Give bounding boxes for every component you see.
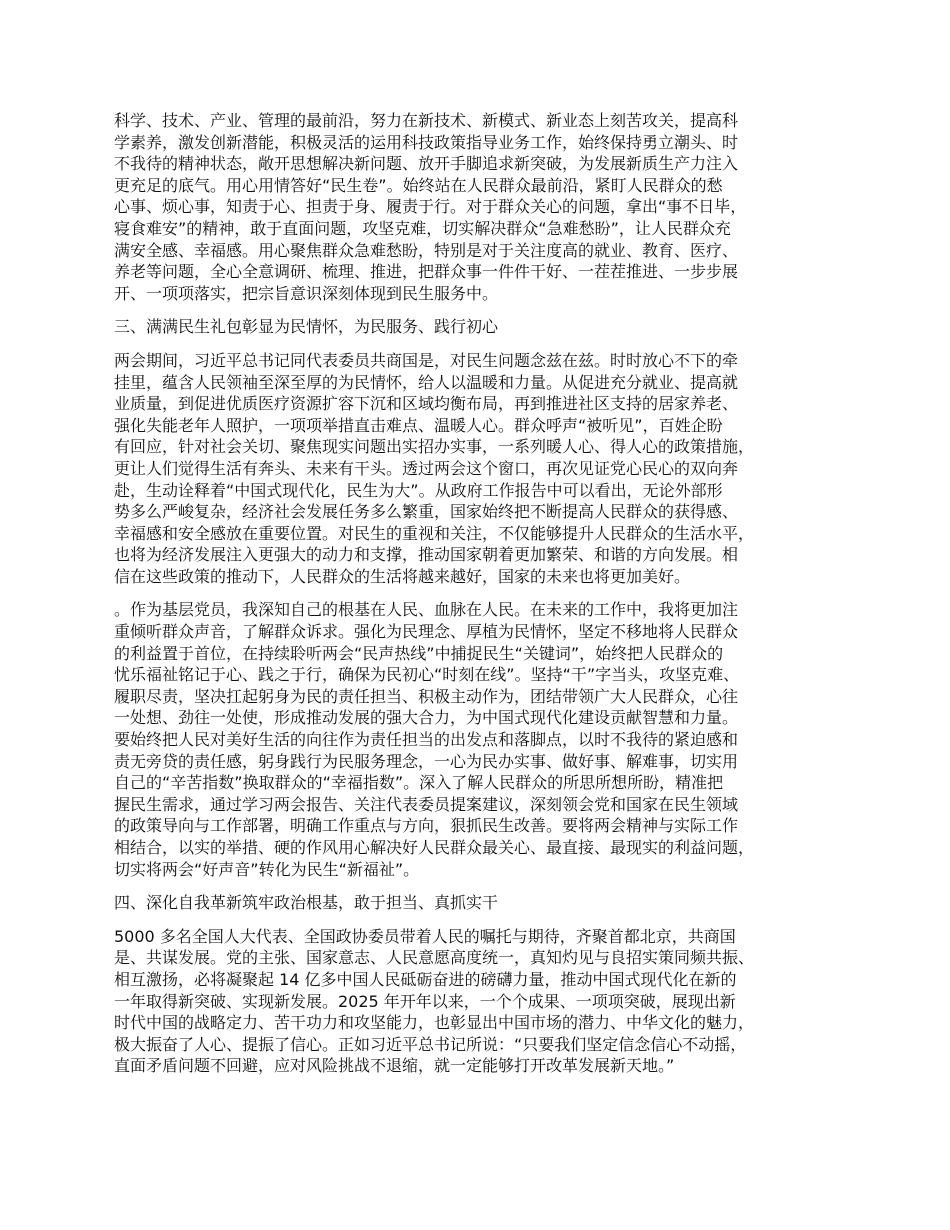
- text-line: 是、共谋发展。党的主张、国家意志、人民意愿高度统一，真知灼见与良招实策同频共振、: [114, 948, 755, 968]
- text-line: 责无旁贷的责任感，躬身践行为民服务理念，一心为民办实事、做好事、解难事，切实用: [114, 751, 739, 771]
- text-line: 更充足的底气。用心用情答好“民生卷”。始终站在人民群众最前沿，紧盯人民群众的愁: [114, 175, 723, 195]
- text-line: 挂里，蕴含人民领袖至深至厚的为民情怀，给人以温暖和力量。从促进充分就业、提高就: [114, 372, 739, 392]
- text-line: 直面矛盾问题不回避，应对风险挑战不退缩，就一定能够打开改革发展新天地。”: [114, 1056, 675, 1076]
- section-heading-4: 四、深化自我革新筑牢政治根基，敢于担当、真抓实干: [114, 893, 499, 913]
- paragraph-livelihood: [114, 350, 854, 588]
- text-line: 不我待的精神状态，敞开思想解决新问题、放开手脚追求新突破，为发展新质生产力注入: [114, 154, 739, 174]
- document-page: [114, 110, 854, 1077]
- text-line: 科学、技术、产业、管理的最前沿，努力在新技术、新模式、新业态上刻苦攻关，提高科: [114, 111, 739, 130]
- text-line: 的利益置于首位，在持续聆听两会“民声热线”中捕捉民生“关键词”，始终把人民群众的: [114, 643, 724, 663]
- paragraph-self-reform: [114, 926, 854, 1077]
- text-line: 相结合，以实的举措、硬的作风用心解决好人民群众最关心、最直接、最现实的利益问题，: [114, 838, 755, 857]
- text-line: 履职尽责，坚决扛起躬身为民的责任担当、积极主动作为，团结带领广大人民群众，心往: [114, 686, 739, 706]
- paragraph-section-2-end: [114, 110, 854, 304]
- text-line: 忧乐福祉铭记于心、践之于行，确保为民初心“时刻在线”。坚持“干”字当头，攻坚克难、: [114, 665, 740, 685]
- text-line: 满安全感、幸福感。用心聚焦群众急难愁盼，特别是对于关注度高的就业、教育、医疗、: [114, 240, 739, 260]
- text-line: 一处想、劲往一处使，形成推动发展的强大合力，为中国式现代化建设贡献智慧和力量。: [114, 708, 739, 728]
- text-line: 强化失能老年人照护，一项项举措直击难点、温暖人心。群众呼声“被听见”，百姓企盼: [114, 415, 723, 435]
- text-line: 切实将两会“好声音”转化为民生“新福祉”。: [114, 859, 420, 879]
- text-line: 一年取得新突破、实现新发展。2025 年开年以来，一个个成果、一项项突破，展现出新: [114, 991, 736, 1011]
- text-line: 寝食难安”的精神，敢于直面问题，攻坚克难，切实解决群众“急难愁盼”，让人民群众充: [114, 218, 731, 238]
- text-line: 学素养，激发创新潜能，积极灵活的运用科技政策指导业务工作，始终保持勇立潮头、时: [114, 132, 739, 152]
- section-heading-3: 三、满满民生礼包彰显为民情怀，为民服务、践行初心: [114, 317, 499, 337]
- text-line: 自己的“辛苦指数”换取群众的“幸福指数”。深入了解人民群众的所思所想所盼，精准把: [114, 773, 724, 793]
- text-line: 心事、烦心事，知责于心、担责于身、履责于行。对于群众关心的问题，拿出“事不日毕，: [114, 197, 747, 217]
- text-line: 重倾听群众声音，了解群众诉求。强化为民理念、厚植为民情怀，坚定不移地将人民群众: [114, 622, 739, 642]
- text-line: 养老等问题，全心全意调研、梳理、推进，把群众事一件件干好、一茬茬推进、一步步展: [114, 262, 739, 282]
- text-line: 也将为经济发展注入更强大的动力和支撑，推动国家朝着更加繁荣、和谐的方向发展。相: [114, 545, 739, 565]
- text-line: 5000 多名全国人大代表、全国政协委员带着人民的嘱托与期待，齐聚首都北京，共商国: [114, 926, 736, 946]
- paragraph-party-member: [114, 599, 854, 880]
- text-line: 极大振奋了人心、提振了信心。正如习近平总书记所说：“只要我们坚定信念信心不动摇，: [114, 1034, 747, 1054]
- text-line: 握民生需求，通过学习两会报告、关注代表委员提案建议，深刻领会党和国家在民生领域: [114, 794, 739, 814]
- text-line: 有回应，针对社会关切、聚焦现实问题出实招办实事，一系列暖人心、得人心的政策措施，: [114, 437, 755, 457]
- text-line: 信在这些政策的推动下，人民群众的生活将越来越好，国家的未来也将更加美好。: [114, 566, 691, 586]
- text-line: 相互激扬，必将凝聚起 14 亿多中国人民砥砺奋进的磅礴力量，推动中国式现代化在新的: [114, 969, 737, 989]
- text-line: 幸福感和安全感放在重要位置。对民生的重视和关注，不仅能够提升人民群众的生活水平，: [114, 523, 755, 543]
- text-line: 业质量，到促进优质医疗资源扩容下沉和区域均衡布局，再到推进社区支持的居家养老、: [114, 394, 739, 414]
- text-line: 两会期间，习近平总书记同代表委员共商国是，对民生问题念兹在兹。时时放心不下的牵: [114, 350, 739, 370]
- text-line: 要始终把人民对美好生活的向往作为责任担当的出发点和落脚点，以时不我待的紧迫感和: [114, 730, 739, 750]
- text-line: 。作为基层党员，我深知自己的根基在人民、血脉在人民。在未来的工作中，我将更加注: [114, 600, 739, 620]
- text-line: 的政策导向与工作部署，明确工作重点与方向，狠抓民生改善。要将两会精神与实际工作: [114, 816, 739, 836]
- text-line: 开、一项项落实，把宗旨意识深刻体现到民生服务中。: [114, 283, 499, 303]
- text-line: 时代中国的战略定力、苦干功力和攻坚能力，也彰显出中国市场的潜力、中华文化的魅力，: [114, 1013, 755, 1033]
- text-line: 赴，生动诠释着“中国式现代化，民生为大”。从政府工作报告中可以看出，无论外部形: [114, 480, 723, 500]
- text-line: 势多么严峻复杂，经济社会发展任务多么繁重，国家始终把不断提高人民群众的获得感、: [114, 502, 739, 522]
- text-line: 更让人们觉得生活有奔头、未来有干头。透过两会这个窗口，再次见证党心民心的双向奔: [114, 458, 739, 478]
